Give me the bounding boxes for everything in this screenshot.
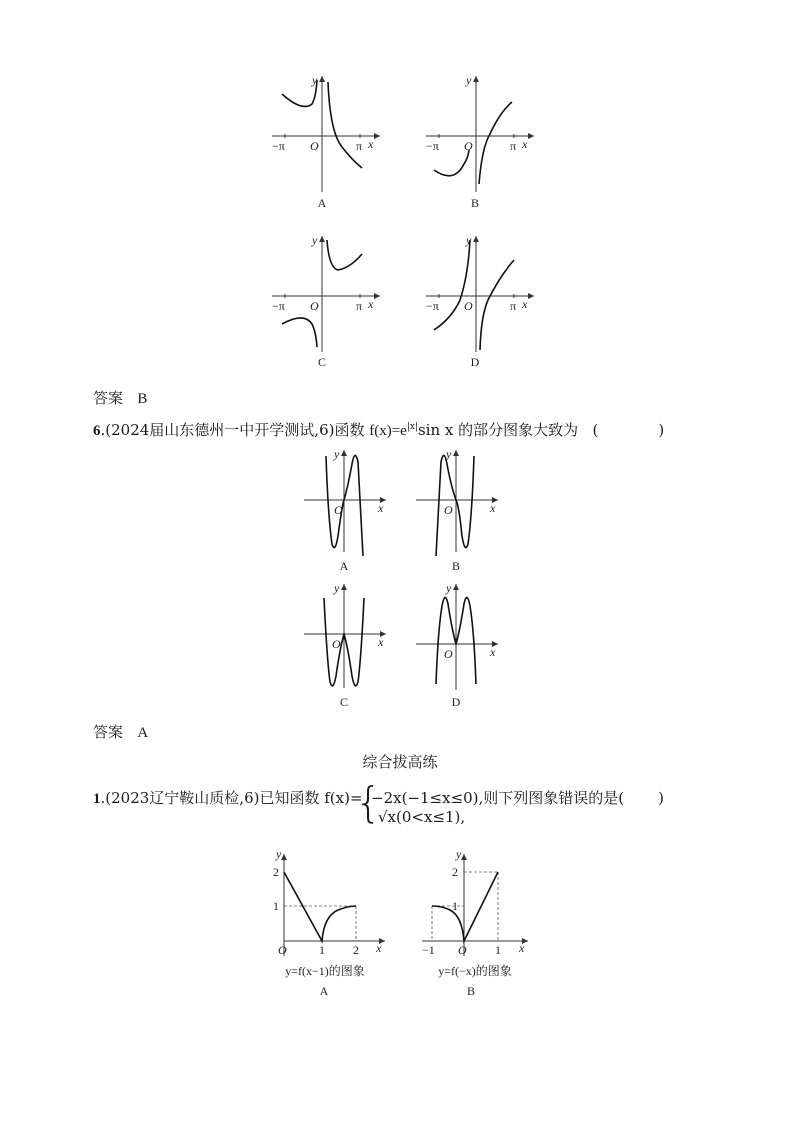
q6-graph-A — [302, 446, 392, 561]
y-axis-label: y — [312, 233, 318, 247]
q1-figure-B — [418, 846, 543, 961]
question-number: 1 — [93, 791, 101, 807]
tick-y-2: 2 — [452, 865, 458, 879]
origin-label: O — [334, 503, 343, 517]
q5-graph-C — [270, 232, 390, 357]
answer-paren-close: ) — [658, 421, 665, 439]
x-axis-label: x — [368, 297, 374, 311]
origin-label: O — [444, 647, 453, 661]
q6-graph-C — [302, 580, 392, 695]
answer-value: A — [137, 725, 149, 741]
x-axis-label: x — [376, 941, 382, 955]
tick-x-2: 2 — [353, 943, 359, 957]
answer-label: 答案 — [93, 723, 124, 741]
q5-answer — [93, 387, 147, 408]
tick-neg-pi: −π — [272, 139, 285, 153]
tick-x-1: 1 — [495, 943, 501, 957]
x-axis-label: x — [378, 635, 384, 649]
q6-text-after: sin x 的部分图象大致为 — [417, 421, 579, 439]
question-number: 6 — [93, 423, 101, 439]
y-axis-label: y — [334, 447, 340, 461]
y-axis-label: y — [312, 73, 318, 87]
q5-graph-B — [424, 72, 544, 202]
origin-label: O — [310, 139, 319, 153]
origin-label: O — [464, 139, 473, 153]
q6-text-before: .(2024届山东德州一中开学测试,6)函数 — [100, 421, 370, 439]
y-axis-label: y — [334, 581, 340, 595]
q6-figure-B — [414, 446, 504, 561]
q6-exponent: |x| — [406, 422, 418, 432]
tick-neg-pi: −π — [426, 139, 439, 153]
tick-pi: π — [510, 139, 517, 153]
q1-sub-B: y=f(−x)的图象 — [438, 964, 512, 978]
section-title: 综合拔高练 — [362, 753, 438, 771]
origin-label: O — [464, 299, 473, 313]
q6-func: f(x)=e — [369, 423, 407, 439]
x-axis-label: x — [490, 501, 496, 515]
tick-x-neg1: −1 — [422, 943, 435, 957]
tick-pi: π — [356, 299, 363, 313]
q6-figure-C — [302, 580, 392, 695]
q1-stem — [93, 778, 665, 827]
q6-answer — [93, 721, 148, 742]
x-axis-label: x — [368, 137, 374, 151]
origin-label: O — [332, 637, 341, 651]
q6-caption-C: C — [339, 695, 348, 709]
x-axis-label: x — [522, 297, 528, 311]
x-axis-label: x — [522, 137, 528, 151]
tick-y-2: 2 — [273, 865, 279, 879]
q6-graph-B — [414, 446, 504, 561]
tick-pi: π — [356, 139, 363, 153]
q5-caption-C: C — [317, 355, 326, 369]
answer-label: 答案 — [93, 389, 124, 407]
q1-caption-B: B — [466, 984, 475, 998]
origin-label: O — [310, 299, 319, 313]
y-axis-label: y — [466, 73, 472, 87]
q6-figure-D — [414, 580, 504, 695]
origin-label: O — [444, 503, 453, 517]
tick-pi: π — [510, 299, 517, 313]
tick-y-1: 1 — [273, 899, 279, 913]
y-axis-label: y — [466, 233, 472, 247]
q1-case-1: −2x(−1≤x≤0),则下列图象错误的是( ) — [371, 789, 665, 807]
q1-graph-A — [270, 846, 395, 961]
answer-paren-open: ( — [592, 421, 599, 439]
tick-x-1: 1 — [319, 943, 325, 957]
q1-caption-A: A — [319, 984, 329, 998]
origin-label: O — [278, 943, 287, 957]
q5-figure-A — [270, 72, 390, 202]
y-axis-label: y — [446, 447, 452, 461]
q6-stem — [93, 419, 664, 440]
x-axis-label: x — [490, 645, 496, 659]
q1-graph-B — [418, 846, 543, 961]
x-axis-label: x — [519, 941, 525, 955]
answer-value: B — [137, 391, 148, 407]
q6-graph-D — [414, 580, 504, 695]
q6-caption-A: A — [339, 559, 349, 573]
y-axis-label: y — [446, 581, 452, 595]
q5-graph-D — [424, 232, 544, 357]
q5-figure-B — [424, 72, 544, 202]
q1-case-2: √x(0<x≤1), — [378, 808, 466, 826]
q5-caption-D: D — [470, 355, 480, 369]
q5-caption-B: B — [470, 196, 479, 210]
brace-icon: { — [355, 778, 382, 827]
q5-figure-D — [424, 232, 544, 357]
tick-neg-pi: −π — [272, 299, 285, 313]
q6-caption-B: B — [451, 559, 460, 573]
q5-caption-A: A — [317, 196, 327, 210]
q1-text-before: .(2023辽宁鞍山质检,6)已知函数 f(x)= — [100, 789, 363, 807]
tick-y-1: 1 — [452, 899, 458, 913]
y-axis-label: y — [456, 847, 462, 861]
q1-figure-A — [270, 846, 395, 961]
tick-neg-pi: −π — [426, 299, 439, 313]
y-axis-label: y — [276, 847, 282, 861]
origin-label: O — [458, 943, 467, 957]
q6-figure-A — [302, 446, 392, 561]
x-axis-label: x — [378, 501, 384, 515]
q5-figure-C — [270, 232, 390, 357]
q6-caption-D: D — [451, 695, 461, 709]
q5-graph-A — [270, 72, 390, 202]
q1-sub-A: y=f(x−1)的图象 — [285, 964, 365, 978]
